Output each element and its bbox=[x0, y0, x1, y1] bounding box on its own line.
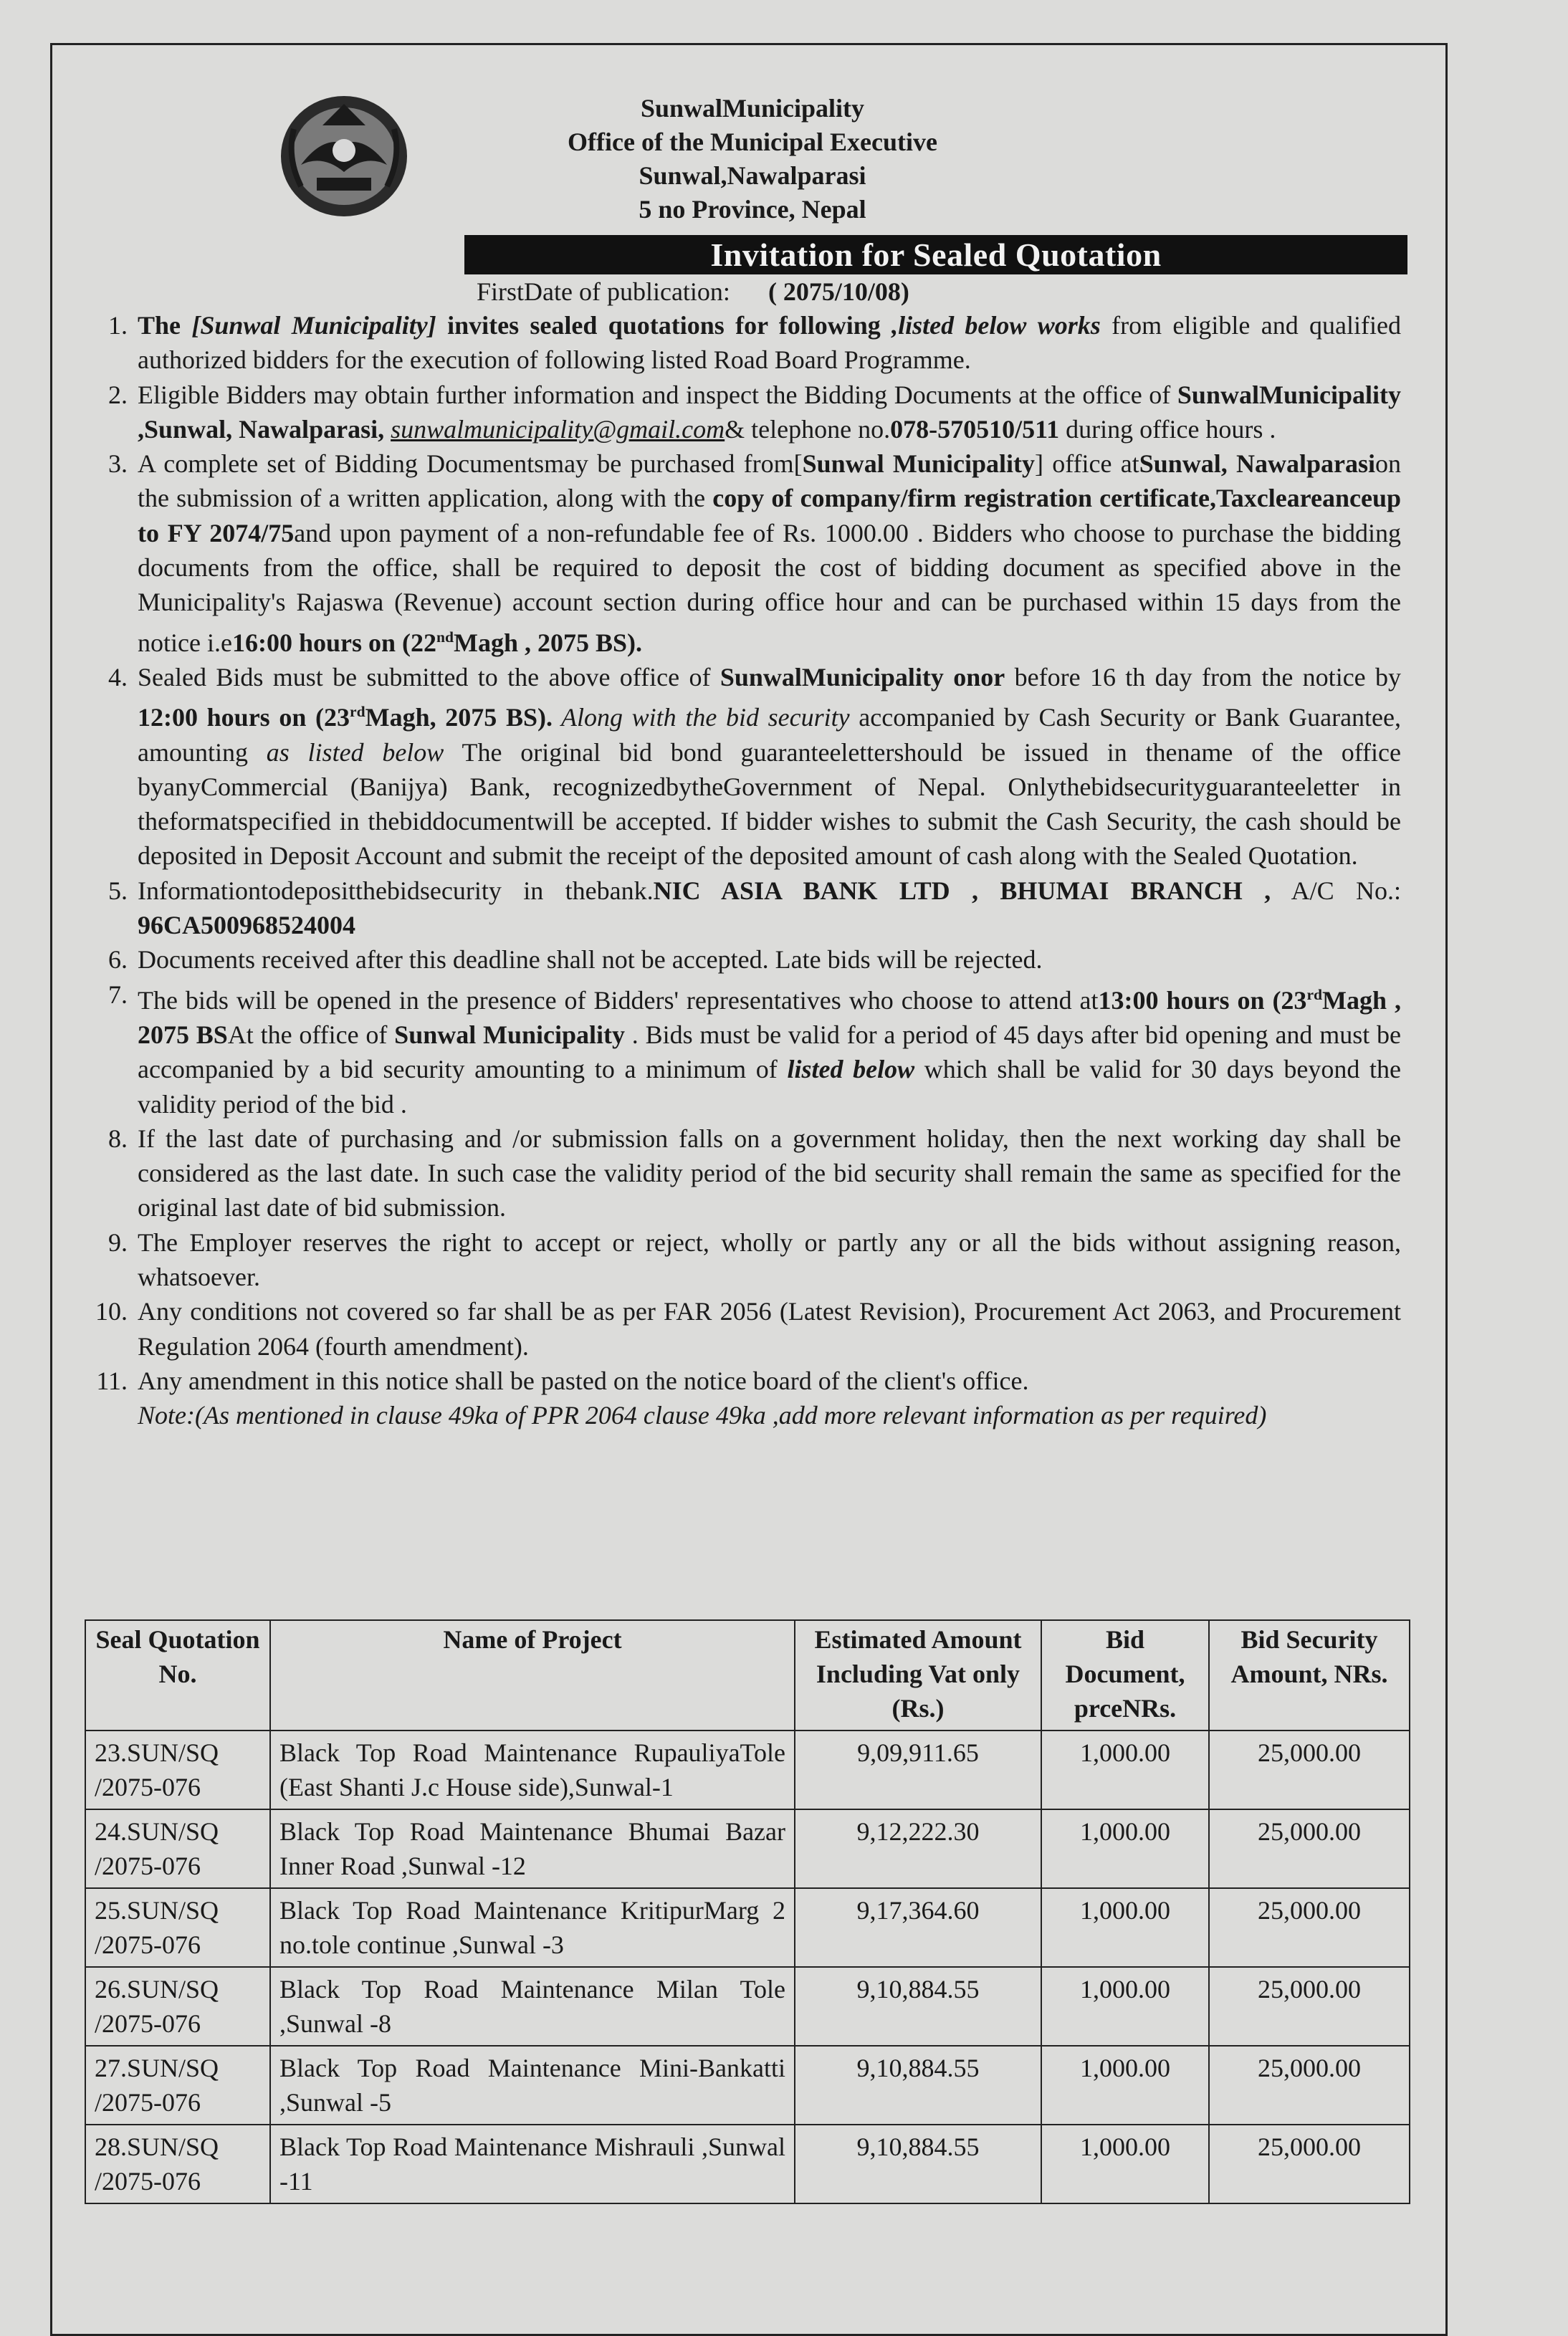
bid-security-cell: 25,000.00 bbox=[1209, 1809, 1410, 1888]
quotation-no-cell: 27.SUN/SQ /2075-076 bbox=[85, 2046, 270, 2125]
clause-text: NIC ASIA BANK LTD , BHUMAI BRANCH , bbox=[653, 876, 1271, 905]
clause-number: 7. bbox=[108, 980, 128, 1009]
clause-text: The bbox=[138, 311, 192, 340]
clause-number: 2. bbox=[108, 380, 128, 409]
quotation-no-cell: 28.SUN/SQ /2075-076 bbox=[85, 2125, 270, 2203]
clause-text: Sunwal, Nawalparasi bbox=[1139, 449, 1375, 479]
clause-number: 3. bbox=[108, 449, 128, 479]
office-name: Office of the Municipal Executive bbox=[568, 128, 937, 156]
clause-text: and upon payment of a non-refundable fee of Rs. 1000.00 . Bidders who choose to purchase the bidding documents from the office, shall be required to deposit the cost of bidding document as specified above in the Municipality's Rajaswa (Revenue) account section during office hour and can be purchased within 15 days from the notice i.e bbox=[138, 518, 1401, 657]
publication-date-line bbox=[477, 275, 1122, 308]
clause-text: 13:00 hours on (23 bbox=[1098, 985, 1307, 1015]
clause-item bbox=[79, 1294, 1401, 1364]
project-name-cell: Black Top Road Maintenance Mishrauli ,Sunwal -11 bbox=[270, 2125, 795, 2203]
clause-text: during office hours . bbox=[1059, 414, 1276, 444]
clause-item bbox=[79, 1225, 1401, 1295]
clause-text: Magh, 2075 BS). bbox=[365, 703, 553, 732]
col-header-document-price: Bid Document, prceNRs. bbox=[1041, 1620, 1209, 1731]
clause-text: SunwalMunicipality ,Sunwal, Nawalparasi, bbox=[138, 380, 1401, 444]
clause-number: 1. bbox=[108, 311, 128, 340]
quotation-no-cell: 23.SUN/SQ /2075-076 bbox=[85, 1731, 270, 1809]
clause-text: Sunwal Municipality bbox=[802, 449, 1035, 479]
clause-number: 11. bbox=[96, 1366, 128, 1395]
estimated-amount-cell: 9,09,911.65 bbox=[795, 1731, 1041, 1809]
clause-text: Magh , 2075 BS bbox=[138, 985, 1401, 1049]
clause-text: Any amendment in this notice shall be pasted on the notice board of the client's office. bbox=[138, 1366, 1029, 1395]
table-body bbox=[85, 1731, 1410, 2203]
office-province: 5 no Province, Nepal bbox=[639, 195, 866, 224]
table-row bbox=[85, 2046, 1410, 2125]
document-price-cell: 1,000.00 bbox=[1041, 1967, 1209, 2046]
notice-title-banner: Invitation for Sealed Quotation bbox=[464, 235, 1407, 274]
municipality-name: SunwalMunicipality bbox=[640, 94, 865, 123]
clause-text: on the submission of a written application, along with the bbox=[138, 449, 1401, 513]
project-name-cell: Black Top Road Maintenance Bhumai Bazar Inner Road ,Sunwal -12 bbox=[270, 1809, 795, 1888]
estimated-amount-cell: 9,17,364.60 bbox=[795, 1888, 1041, 1967]
clause-text: 16:00 hours on (22 bbox=[231, 628, 436, 657]
clause-text: ,listed below works bbox=[891, 311, 1101, 340]
clause-text: rd bbox=[1306, 985, 1323, 1003]
table-row bbox=[85, 1967, 1410, 2046]
clause-item bbox=[79, 942, 1401, 977]
estimated-amount-cell: 9,10,884.55 bbox=[795, 2125, 1041, 2203]
table-header-row bbox=[85, 1620, 1410, 1731]
clause-text bbox=[384, 415, 391, 444]
estimated-amount-cell: 9,10,884.55 bbox=[795, 1967, 1041, 2046]
nepal-emblem-icon bbox=[272, 86, 416, 222]
clause-item bbox=[79, 660, 1401, 873]
clause-number: 8. bbox=[108, 1124, 128, 1153]
clause-text: rd bbox=[350, 703, 365, 721]
quotation-no-cell: 25.SUN/SQ /2075-076 bbox=[85, 1888, 270, 1967]
clause-text: as listed below bbox=[266, 737, 444, 767]
document-price-cell: 1,000.00 bbox=[1041, 1731, 1209, 1809]
clause-text: & telephone no. bbox=[725, 414, 891, 444]
clause-text: A complete set of Bidding Documentsmay be purchased from[ bbox=[138, 449, 803, 479]
clause-text: [Sunwal Municipality] bbox=[191, 311, 436, 340]
bid-security-cell: 25,000.00 bbox=[1209, 1731, 1410, 1809]
note-text: Note:(As mentioned in clause 49ka of PPR 2064 clause 49ka ,add more relevant information as per required) bbox=[138, 1401, 1267, 1430]
clause-text: . Bids must be valid for a period of 45 days after bid opening and must be accompanied by a bid security amounting to a minimum of bbox=[138, 1020, 1401, 1084]
table-row bbox=[85, 1731, 1410, 1809]
clause-text: copy of company/firm registration certificate,Taxcleareanceup to FY 2074/75 bbox=[138, 484, 1401, 547]
col-header-bid-security: Bid Security Amount, NRs. bbox=[1209, 1620, 1410, 1731]
estimated-amount-cell: 9,12,222.30 bbox=[795, 1809, 1041, 1888]
clause-item bbox=[79, 308, 1401, 378]
quotation-table bbox=[85, 1619, 1410, 2204]
clause-text: 078-570510/511 bbox=[890, 414, 1060, 444]
clause-text: Magh , 2075 BS). bbox=[454, 628, 643, 657]
bid-security-cell: 25,000.00 bbox=[1209, 1888, 1410, 1967]
clause-text: which shall be valid for 30 days beyond the validity period of the bid . bbox=[138, 1055, 1401, 1119]
clause-text: At the office of bbox=[227, 1020, 395, 1049]
clause-text: The Employer reserves the right to accept or reject, wholly or partly any or all the bids without assigning reason, whatsoever. bbox=[138, 1227, 1401, 1292]
clause-item bbox=[79, 378, 1401, 447]
table-row bbox=[85, 2125, 1410, 2203]
clauses-container bbox=[79, 308, 1401, 1398]
clause-item bbox=[79, 873, 1401, 943]
clause-number: 5. bbox=[108, 876, 128, 905]
document-price-cell: 1,000.00 bbox=[1041, 1888, 1209, 1967]
clause-text: from eligible and qualified authorized bidders for the execution of following listed Road Board Programme. bbox=[138, 311, 1401, 375]
project-name-cell: Black Top Road Maintenance Milan Tole ,Sunwal -8 bbox=[270, 1967, 795, 2046]
col-header-project-name: Name of Project bbox=[270, 1620, 795, 1731]
clause-text: Sunwal Municipality bbox=[394, 1020, 626, 1049]
clause-number: 4. bbox=[108, 662, 128, 691]
clause-text: listed below bbox=[787, 1055, 915, 1084]
col-header-estimated-amount: Estimated Amount Including Vat only (Rs.) bbox=[795, 1620, 1041, 1731]
quotation-no-cell: 24.SUN/SQ /2075-076 bbox=[85, 1809, 270, 1888]
clause-text: Any conditions not covered so far shall be as per FAR 2056 (Latest Revision), Procurement Act 2063, and Procurement Regulation 2064 (fourth amendment). bbox=[138, 1297, 1401, 1361]
bid-security-cell: 25,000.00 bbox=[1209, 2046, 1410, 2125]
col-header-quotation-no: Seal Quotation No. bbox=[85, 1620, 270, 1731]
clause-text: invites sealed quotations for following bbox=[436, 311, 892, 340]
email-link[interactable]: sunwalmunicipality@gmail.com bbox=[391, 414, 725, 444]
office-location: Sunwal,Nawalparasi bbox=[639, 161, 866, 190]
table-row bbox=[85, 1888, 1410, 1967]
clause-number: 9. bbox=[108, 1227, 128, 1257]
clause-text: The original bid bond guaranteelettershould be issued in thename of the office byanyCommercial (Banijya) Bank, recognizedbytheGovernment of Nepal. Onlythebidsecurityguaranteeletter in theformatspecified in thebiddocumentwill be accepted. If bidder wishes to submit the Cash Security, the cash should be deposited in Deposit Account and submit the receipt of the deposited amount of cash along with the Sealed Quotation. bbox=[138, 737, 1401, 871]
clause-item bbox=[79, 1364, 1401, 1398]
clause-text: Along with the bid security bbox=[552, 703, 850, 732]
clause-text: onor bbox=[943, 662, 1005, 691]
bid-security-cell: 25,000.00 bbox=[1209, 1967, 1410, 2046]
clause-text: 12:00 hours on (23 bbox=[138, 703, 350, 732]
clause-number: 10. bbox=[95, 1297, 128, 1326]
clause-text: SunwalMunicipality bbox=[720, 662, 944, 691]
document-price-cell: 1,000.00 bbox=[1041, 2125, 1209, 2203]
clause-text: accompanied by Cash Security or Bank Guarantee, amounting bbox=[138, 703, 1402, 767]
clauses-list bbox=[79, 308, 1401, 1433]
publication-date: ( 2075/10/08) bbox=[768, 277, 909, 306]
quotation-no-cell: 26.SUN/SQ /2075-076 bbox=[85, 1967, 270, 2046]
clause-text: A/C No.: bbox=[1271, 876, 1401, 905]
publication-label: FirstDate of publication: bbox=[477, 277, 730, 306]
clause-item bbox=[79, 1121, 1401, 1225]
clause-text: The bids will be opened in the presence of Bidders' representatives who choose to attend at bbox=[138, 985, 1099, 1015]
document-price-cell: 1,000.00 bbox=[1041, 2046, 1209, 2125]
clause-text: Eligible Bidders may obtain further information and inspect the Bidding Documents at the office of bbox=[138, 380, 1177, 409]
project-name-cell: Black Top Road Maintenance KritipurMarg 2 no.tole continue ,Sunwal -3 bbox=[270, 1888, 795, 1967]
clause-item bbox=[79, 446, 1401, 660]
clause-text: ] office at bbox=[1034, 449, 1139, 479]
clause-text: Sealed Bids must be submitted to the above office of bbox=[138, 662, 720, 691]
bid-security-cell: 25,000.00 bbox=[1209, 2125, 1410, 2203]
office-header bbox=[430, 92, 1075, 226]
clause-text: Informationtodepositthebidsecurity in thebank. bbox=[138, 876, 654, 905]
clause-text: If the last date of purchasing and /or submission falls on a government holiday, then the next working day shall be considered as the last date. In such case the validity period of the bid security shall remain the same as specified for the original last date of bid submission. bbox=[138, 1124, 1401, 1222]
clause-item bbox=[79, 977, 1401, 1121]
table-row bbox=[85, 1809, 1410, 1888]
clause-number: 6. bbox=[108, 945, 128, 975]
document-price-cell: 1,000.00 bbox=[1041, 1809, 1209, 1888]
clause-text: nd bbox=[436, 628, 454, 646]
project-name-cell: Black Top Road Maintenance RupauliyaTole (East Shanti J.c House side),Sunwal-1 bbox=[270, 1731, 795, 1809]
clause-text: 96CA500968524004 bbox=[138, 911, 355, 940]
estimated-amount-cell: 9,10,884.55 bbox=[795, 2046, 1041, 2125]
clause-text: Documents received after this deadline shall not be accepted. Late bids will be rejected. bbox=[138, 945, 1043, 975]
project-name-cell: Black Top Road Maintenance Mini-Bankatti ,Sunwal -5 bbox=[270, 2046, 795, 2125]
clause-text: before 16 th day from the notice by bbox=[1005, 662, 1402, 691]
